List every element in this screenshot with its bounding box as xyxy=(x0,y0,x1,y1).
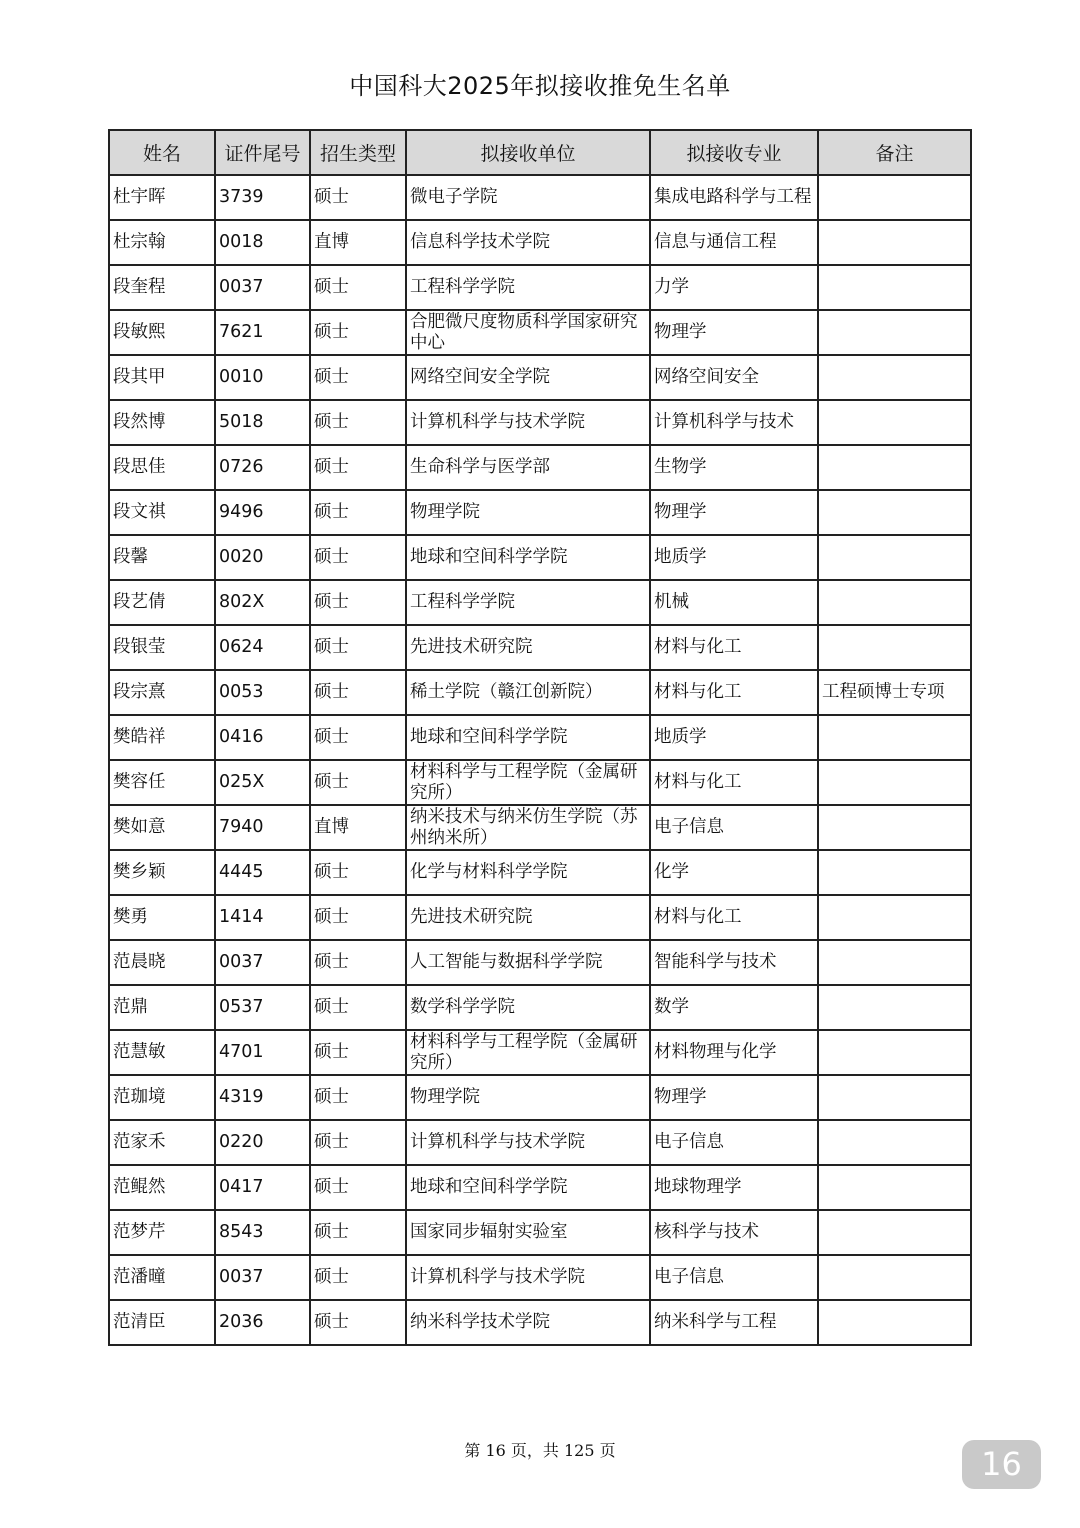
cell-name: 段宗熹 xyxy=(109,670,215,715)
cell-id-suffix: 8543 xyxy=(215,1210,310,1255)
cell-id-suffix: 0018 xyxy=(215,220,310,265)
cell-id-suffix: 0624 xyxy=(215,625,310,670)
cell-admission-type: 硕士 xyxy=(310,1210,406,1255)
header-admission-type: 招生类型 xyxy=(310,130,406,175)
cell-admission-type: 硕士 xyxy=(310,445,406,490)
cell-remarks xyxy=(818,535,971,580)
cell-name: 范慧敏 xyxy=(109,1030,215,1075)
table-row xyxy=(109,1075,971,1120)
cell-remarks xyxy=(818,715,971,760)
cell-admission-type: 硕士 xyxy=(310,1075,406,1120)
table-row xyxy=(109,985,971,1030)
table-row xyxy=(109,760,971,805)
cell-receiving-unit: 材料科学与工程学院（金属研究所） xyxy=(406,760,650,805)
table-row xyxy=(109,1255,971,1300)
table-row xyxy=(109,895,971,940)
header-receiving-unit: 拟接收单位 xyxy=(406,130,650,175)
cell-major: 地质学 xyxy=(650,715,818,760)
cell-major: 材料与化工 xyxy=(650,670,818,715)
cell-remarks xyxy=(818,1210,971,1255)
cell-major: 物理学 xyxy=(650,310,818,355)
cell-name: 范晨晓 xyxy=(109,940,215,985)
cell-receiving-unit: 信息科学技术学院 xyxy=(406,220,650,265)
cell-major: 核科学与技术 xyxy=(650,1210,818,1255)
table-header-row xyxy=(109,130,971,175)
cell-major: 纳米科学与工程 xyxy=(650,1300,818,1345)
cell-name: 段奎程 xyxy=(109,265,215,310)
cell-id-suffix: 0037 xyxy=(215,265,310,310)
cell-major: 机械 xyxy=(650,580,818,625)
cell-receiving-unit: 数学科学学院 xyxy=(406,985,650,1030)
cell-id-suffix: 4701 xyxy=(215,1030,310,1075)
cell-id-suffix: 1414 xyxy=(215,895,310,940)
cell-remarks xyxy=(818,1120,971,1165)
header-major: 拟接收专业 xyxy=(650,130,818,175)
cell-id-suffix: 0010 xyxy=(215,355,310,400)
cell-admission-type: 硕士 xyxy=(310,1030,406,1075)
cell-remarks xyxy=(818,445,971,490)
cell-remarks xyxy=(818,400,971,445)
cell-major: 材料与化工 xyxy=(650,625,818,670)
cell-name: 范珈境 xyxy=(109,1075,215,1120)
cell-name: 杜宗翰 xyxy=(109,220,215,265)
cell-receiving-unit: 纳米技术与纳米仿生学院（苏州纳米所） xyxy=(406,805,650,850)
cell-receiving-unit: 稀土学院（赣江创新院） xyxy=(406,670,650,715)
cell-admission-type: 硕士 xyxy=(310,760,406,805)
cell-remarks: 工程硕博士专项 xyxy=(818,670,971,715)
cell-receiving-unit: 计算机科学与技术学院 xyxy=(406,1255,650,1300)
cell-id-suffix: 9496 xyxy=(215,490,310,535)
cell-remarks xyxy=(818,580,971,625)
cell-name: 樊如意 xyxy=(109,805,215,850)
cell-admission-type: 硕士 xyxy=(310,1300,406,1345)
cell-name: 樊皓祥 xyxy=(109,715,215,760)
cell-name: 范梦芹 xyxy=(109,1210,215,1255)
cell-remarks xyxy=(818,1255,971,1300)
student-roster-table xyxy=(108,129,972,1346)
cell-remarks xyxy=(818,220,971,265)
cell-admission-type: 硕士 xyxy=(310,985,406,1030)
cell-name: 范家禾 xyxy=(109,1120,215,1165)
cell-receiving-unit: 先进技术研究院 xyxy=(406,625,650,670)
cell-remarks xyxy=(818,625,971,670)
table-row xyxy=(109,1210,971,1255)
document-title: 中国科大2025年拟接收推免生名单 xyxy=(349,72,731,100)
cell-major: 生物学 xyxy=(650,445,818,490)
cell-major: 电子信息 xyxy=(650,1255,818,1300)
cell-name: 段银莹 xyxy=(109,625,215,670)
cell-major: 材料物理与化学 xyxy=(650,1030,818,1075)
cell-id-suffix: 025X xyxy=(215,760,310,805)
header-name: 姓名 xyxy=(109,130,215,175)
cell-name: 樊乡颖 xyxy=(109,850,215,895)
cell-id-suffix: 0220 xyxy=(215,1120,310,1165)
cell-admission-type: 硕士 xyxy=(310,355,406,400)
cell-remarks xyxy=(818,310,971,355)
table-body xyxy=(109,175,971,1345)
cell-remarks xyxy=(818,895,971,940)
cell-admission-type: 硕士 xyxy=(310,535,406,580)
cell-id-suffix: 0537 xyxy=(215,985,310,1030)
cell-major: 材料与化工 xyxy=(650,760,818,805)
cell-id-suffix: 2036 xyxy=(215,1300,310,1345)
table-row xyxy=(109,220,971,265)
cell-receiving-unit: 生命科学与医学部 xyxy=(406,445,650,490)
cell-major: 化学 xyxy=(650,850,818,895)
cell-name: 段其甲 xyxy=(109,355,215,400)
table-row xyxy=(109,310,971,355)
cell-receiving-unit: 先进技术研究院 xyxy=(406,895,650,940)
cell-name: 段文祺 xyxy=(109,490,215,535)
cell-admission-type: 硕士 xyxy=(310,895,406,940)
table-row xyxy=(109,940,971,985)
cell-id-suffix: 0416 xyxy=(215,715,310,760)
cell-receiving-unit: 地球和空间科学学院 xyxy=(406,1165,650,1210)
table-row xyxy=(109,580,971,625)
cell-admission-type: 硕士 xyxy=(310,310,406,355)
page-footer: 第 16 页，共 125 页 xyxy=(464,1441,616,1460)
cell-receiving-unit: 物理学院 xyxy=(406,1075,650,1120)
cell-remarks xyxy=(818,265,971,310)
cell-id-suffix: 0037 xyxy=(215,1255,310,1300)
cell-admission-type: 直博 xyxy=(310,805,406,850)
cell-remarks xyxy=(818,805,971,850)
cell-major: 材料与化工 xyxy=(650,895,818,940)
table-row xyxy=(109,400,971,445)
cell-receiving-unit: 纳米科学技术学院 xyxy=(406,1300,650,1345)
cell-id-suffix: 3739 xyxy=(215,175,310,220)
table-row xyxy=(109,1165,971,1210)
cell-admission-type: 硕士 xyxy=(310,175,406,220)
cell-name: 段敏熙 xyxy=(109,310,215,355)
cell-id-suffix: 0417 xyxy=(215,1165,310,1210)
cell-id-suffix: 0020 xyxy=(215,535,310,580)
cell-remarks xyxy=(818,355,971,400)
cell-name: 范潘曈 xyxy=(109,1255,215,1300)
cell-id-suffix: 802X xyxy=(215,580,310,625)
cell-receiving-unit: 微电子学院 xyxy=(406,175,650,220)
cell-major: 智能科学与技术 xyxy=(650,940,818,985)
cell-receiving-unit: 物理学院 xyxy=(406,490,650,535)
table-row xyxy=(109,265,971,310)
cell-admission-type: 硕士 xyxy=(310,940,406,985)
cell-major: 地质学 xyxy=(650,535,818,580)
cell-id-suffix: 4445 xyxy=(215,850,310,895)
cell-major: 物理学 xyxy=(650,490,818,535)
cell-name: 樊勇 xyxy=(109,895,215,940)
cell-id-suffix: 0037 xyxy=(215,940,310,985)
table-row xyxy=(109,535,971,580)
table-row xyxy=(109,1300,971,1345)
cell-name: 段艺倩 xyxy=(109,580,215,625)
cell-receiving-unit: 地球和空间科学学院 xyxy=(406,715,650,760)
table-row xyxy=(109,1120,971,1165)
cell-receiving-unit: 化学与材料科学学院 xyxy=(406,850,650,895)
cell-id-suffix: 5018 xyxy=(215,400,310,445)
cell-name: 范清臣 xyxy=(109,1300,215,1345)
cell-name: 范鼎 xyxy=(109,985,215,1030)
cell-name: 樊容任 xyxy=(109,760,215,805)
cell-receiving-unit: 工程科学学院 xyxy=(406,265,650,310)
cell-major: 信息与通信工程 xyxy=(650,220,818,265)
page-number-badge: 16 xyxy=(962,1440,1041,1489)
cell-major: 集成电路科学与工程 xyxy=(650,175,818,220)
cell-remarks xyxy=(818,1165,971,1210)
cell-receiving-unit: 材料科学与工程学院（金属研究所） xyxy=(406,1030,650,1075)
cell-major: 电子信息 xyxy=(650,805,818,850)
table-row xyxy=(109,805,971,850)
cell-admission-type: 硕士 xyxy=(310,1120,406,1165)
table-row xyxy=(109,1030,971,1075)
cell-admission-type: 硕士 xyxy=(310,265,406,310)
cell-remarks xyxy=(818,490,971,535)
cell-remarks xyxy=(818,1300,971,1345)
cell-id-suffix: 4319 xyxy=(215,1075,310,1120)
cell-admission-type: 硕士 xyxy=(310,490,406,535)
cell-major: 物理学 xyxy=(650,1075,818,1120)
cell-receiving-unit: 合肥微尺度物质科学国家研究中心 xyxy=(406,310,650,355)
cell-remarks xyxy=(818,760,971,805)
cell-receiving-unit: 工程科学学院 xyxy=(406,580,650,625)
cell-admission-type: 硕士 xyxy=(310,1165,406,1210)
cell-admission-type: 硕士 xyxy=(310,625,406,670)
table-row xyxy=(109,490,971,535)
cell-receiving-unit: 人工智能与数据科学学院 xyxy=(406,940,650,985)
cell-name: 范鲲然 xyxy=(109,1165,215,1210)
cell-major: 电子信息 xyxy=(650,1120,818,1165)
cell-admission-type: 硕士 xyxy=(310,1255,406,1300)
table-row xyxy=(109,625,971,670)
cell-remarks xyxy=(818,985,971,1030)
cell-id-suffix: 0053 xyxy=(215,670,310,715)
table-row xyxy=(109,715,971,760)
cell-major: 数学 xyxy=(650,985,818,1030)
cell-admission-type: 硕士 xyxy=(310,850,406,895)
cell-receiving-unit: 国家同步辐射实验室 xyxy=(406,1210,650,1255)
table-row xyxy=(109,445,971,490)
cell-receiving-unit: 计算机科学与技术学院 xyxy=(406,400,650,445)
cell-receiving-unit: 网络空间安全学院 xyxy=(406,355,650,400)
cell-remarks xyxy=(818,1030,971,1075)
cell-remarks xyxy=(818,940,971,985)
cell-id-suffix: 7621 xyxy=(215,310,310,355)
table-row xyxy=(109,670,971,715)
cell-receiving-unit: 地球和空间科学学院 xyxy=(406,535,650,580)
cell-remarks xyxy=(818,1075,971,1120)
cell-major: 力学 xyxy=(650,265,818,310)
cell-remarks xyxy=(818,175,971,220)
cell-admission-type: 硕士 xyxy=(310,400,406,445)
cell-admission-type: 硕士 xyxy=(310,715,406,760)
cell-name: 段然博 xyxy=(109,400,215,445)
cell-admission-type: 直博 xyxy=(310,220,406,265)
table-row xyxy=(109,175,971,220)
cell-name: 杜宇晖 xyxy=(109,175,215,220)
cell-major: 地球物理学 xyxy=(650,1165,818,1210)
cell-name: 段思佳 xyxy=(109,445,215,490)
cell-admission-type: 硕士 xyxy=(310,580,406,625)
cell-id-suffix: 7940 xyxy=(215,805,310,850)
header-remarks: 备注 xyxy=(818,130,971,175)
table-row xyxy=(109,355,971,400)
cell-major: 计算机科学与技术 xyxy=(650,400,818,445)
header-id-suffix: 证件尾号 xyxy=(215,130,310,175)
table-row xyxy=(109,850,971,895)
cell-name: 段馨 xyxy=(109,535,215,580)
cell-major: 网络空间安全 xyxy=(650,355,818,400)
cell-receiving-unit: 计算机科学与技术学院 xyxy=(406,1120,650,1165)
cell-id-suffix: 0726 xyxy=(215,445,310,490)
cell-admission-type: 硕士 xyxy=(310,670,406,715)
cell-remarks xyxy=(818,850,971,895)
